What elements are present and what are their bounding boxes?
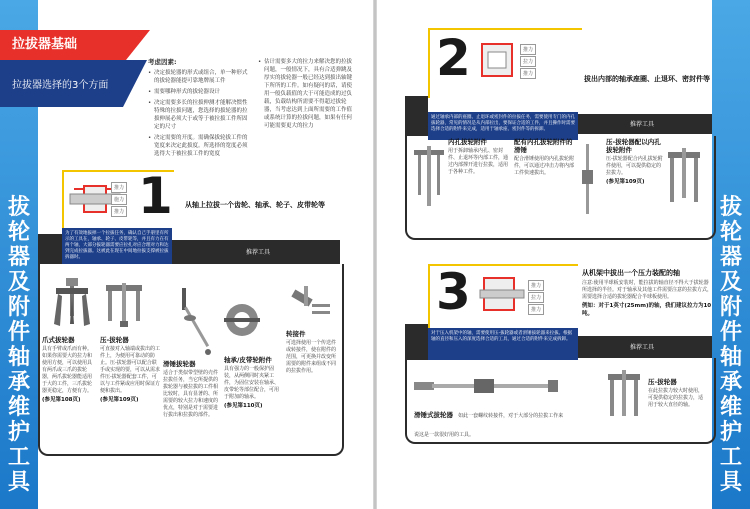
tool-slide-hammer-internal (514, 138, 574, 177)
right-side-text: 拔轮器及附件轴承维护工具 (719, 195, 742, 495)
tool-ref: (参见第110页) (224, 403, 263, 409)
considerations-title: 考虑因素: (148, 58, 177, 66)
diagram-label: 推力 (528, 280, 544, 291)
tool-push-puller-internal (606, 138, 664, 185)
tool-desc: 配合滑锤使用的内孔拔轮附件，可以通过冲击力将内部工件快速拔出。 (514, 156, 575, 176)
tool-desc: 具有强力的一般保护固装，从两侧同时夹紧工件，为固位安装在轴承、皮带轮等部位配合，可用于附加的轴承。 (224, 366, 280, 400)
tool-name: 配有内孔拔轮附件的滑锤 (514, 138, 573, 154)
tool-ref: (参见第109页) (606, 179, 645, 185)
right-side-bar (712, 0, 750, 509)
bearing-separator-icon (222, 298, 262, 348)
section1-band-label: 推荐工具 (246, 249, 271, 256)
tool-desc: 用于拆卸轴承内孔、密封件、止退环等内部工件，通过内部撑开进行拉拔，适用于各种工件。 (448, 148, 509, 175)
section2-number: 2 (436, 29, 471, 87)
tool-name: 轴承/皮带轮附件 (224, 356, 272, 364)
section3-band-left (405, 324, 428, 360)
tool-slide-hammer-3 (414, 402, 564, 440)
diagram-label: 拉力 (520, 56, 536, 67)
tool-name: 爪式拔轮器 (42, 336, 75, 344)
section2-intro: 通过轴承内部的座圈、止退环或密封件的拉拔任务，需要使用专门的内孔拔轮器，常见的情况是从内部拉出，要保证合适的工件，并且操作时需要选择合适的附件来完成，适用于轴承座、密封件等的拆卸。 (431, 115, 575, 132)
tool-desc: 可选择使用一个传送件或转接件，使在附件的范围，可更换并改变所需要的附件来组成不同的拉拔作用。 (286, 340, 337, 374)
section3-note: 注意:使用半球板安装时，能拉拔的轴直径不得大于拔轮器所选择的半径。对于轴承及其他工件需要注意的拉拔方式，需要选择合适的拔轮器配合半球板使用。 (582, 280, 713, 300)
tool-name: 压-拔轮器 (648, 378, 677, 386)
diagram-label: 施力 (111, 194, 127, 205)
diagram-label: 推力 (528, 304, 544, 315)
consideration-item: • 决定拔轮器的形式或组合，单一种形式的拔轮器能提可靠地牌展工件 (148, 69, 250, 85)
jaw-puller-icon (52, 278, 92, 330)
section1-intro-box (62, 228, 172, 264)
page-subtitle: 拉拔器选择的3个方面 (12, 80, 109, 91)
tool-push-puller (100, 336, 160, 403)
section2-diagram (478, 40, 518, 80)
section3-diagram (480, 274, 524, 318)
consideration-item: • 需要哪种形式的拔轮器设计 (148, 88, 250, 96)
section3-header (582, 268, 712, 317)
tool-ref: (参见第109页) (100, 397, 139, 403)
consideration-item: • 决定需要的开度。需确保拔轮拔工件的宽度来决定此拔度。所选择的宽度必须选得大于被拉拔工件的宽度 (148, 134, 250, 158)
section1-number: 1 (138, 167, 173, 225)
push-puller-icon (104, 283, 144, 333)
left-side-text: 拔轮器及附件轴承维护工具 (7, 195, 30, 495)
section2-band-left (405, 96, 428, 136)
diagram-label: 推力 (111, 182, 127, 193)
section3-intro: 对于压入机架中的轴，需要使用压-拔轮器或者滑锤拔轮器来拉拔。根据轴的直径和压入的深度选择合适的工具，通过合适的附件来完成拆卸。 (431, 331, 573, 342)
slide-hammer-shaft-icon (414, 374, 564, 398)
tool-desc: 压-拔轮器配合内孔拔轮附件使用，可以提供稳定的拉拔力。 (606, 156, 663, 176)
section2-heading: 拔出内部的轴承座圈、止退环、密封件等 (584, 75, 710, 83)
tool-jaw-puller (42, 336, 96, 403)
tool-push-puller-3 (648, 378, 706, 409)
considerations-col2 (258, 58, 354, 133)
section3-band (578, 336, 712, 358)
slide-hammer-icon (172, 288, 212, 358)
diagram-label: 推力 (520, 44, 536, 55)
push-puller-shaft-icon (604, 370, 644, 424)
consideration-item: • 决定需要多长的拉拔伸测才能解决惯性特殊的拉拔问题，您选择的拔轮器的拉拔伸展必须大于或等于被拉拔工件所固定的尺寸 (148, 99, 250, 131)
tool-bearing-separator (224, 356, 282, 409)
page-title: 拉拔器基础 (0, 30, 126, 60)
section1-intro: 为了有效地拔掉一个拉拔任务，确认自己手册里有所示的工具在，轴承、轮子、皮带轮等，并且有力在有两个轴，大部分拔轮器需要应拉扎对应合理对力和达到完成拉拔器。这被此在现在中间地拉拔支撑被拉拔拆器时。 (65, 231, 169, 260)
section2-band (578, 114, 712, 134)
section3-example: 例如：对于1英寸(25mm)的轴，我们建议拉力为10吨。 (582, 303, 712, 317)
tool-name: 滑锤式拔轮器 (414, 411, 453, 419)
tool-name: 内孔拔轮附件 (448, 138, 487, 146)
section3-heading: 从机架中拔出一个压力装配的轴 (582, 269, 680, 277)
section3-band-label: 推荐工具 (630, 344, 655, 351)
diagram-label: 推力 (111, 206, 127, 217)
consideration-item: • 估计需要多大的拉力来解决您的拉拔问题，一般情况下，具有合适弹跳及厚实的拔轮器一般已经达到拔出轴键下所所的工件。如有疑问的话，请使用一般负载值的大于可能造成的过负载，负载结构所需要不得超过拔轮器，当考虑达到上面所需要的工作值或系统计算的拉拔问题，如果有任何可能需要更大的拉力 (258, 58, 354, 130)
considerations-block (148, 58, 250, 161)
tool-desc: 可直接对入轴端或拔出的工件上，为便用可靠动的防止。压-拔轮器可以配合联手或实现的要，可以从需求件压-拔轮器配套工件，可以与工件紧或应用时保证方便和拔出。 (100, 346, 161, 394)
diagram-label: 拉力 (528, 292, 544, 303)
section3-intro-box (428, 328, 578, 360)
page-fold (373, 0, 377, 509)
push-puller-internal-icon (664, 148, 704, 218)
section1-heading: 从轴上拉拔一个齿轮、轴承、轮子、皮带轮等 (185, 201, 325, 209)
section1-band (172, 240, 340, 264)
tool-name: 滑锤拔轮器 (163, 360, 196, 368)
tool-adapter (286, 330, 336, 375)
tool-desc: 如此一套螺纹转接件，对于大部分的拉拔工作来说这是一款很好用的工具。 (414, 413, 564, 438)
internal-puller-icon (412, 146, 446, 216)
tool-desc: 在此拉拔力较大时使用，可提供稳定的拉拔力，适用于较大直径的轴。 (648, 388, 704, 408)
section3-number: 3 (436, 263, 471, 321)
diagram-label: 推力 (520, 68, 536, 79)
section2-band-label: 推荐工具 (630, 121, 655, 128)
section1-band-left (38, 234, 62, 264)
tool-desc: 具有手臂或爪而有种。如果你需要大的拉力和使用方便，可以使用具有两爪或三爪的拔轮器，两爪拔轮器能适用于大的工件，三爪拔轮器更稳定，方便有力。 (42, 346, 93, 394)
tool-slide-hammer (163, 360, 221, 419)
tool-name: 压-拔轮器配以内孔拔轮附件 (606, 138, 661, 154)
tool-ref: (参见第108页) (42, 397, 81, 403)
tool-name: 压-拔轮器 (100, 336, 129, 344)
tool-name: 转接件 (286, 330, 306, 338)
tool-internal-puller (448, 138, 510, 176)
adapter-icon (282, 284, 332, 324)
slide-hammer-internal-icon (578, 144, 598, 224)
tool-desc: 适合于类似带型壁的壳件拉拔任务，当它所提供的拔轮器与被拉拔的工件相比较时，具有显著的、所需要的较大拉力和速度的优点，特别是对于需要进行拔出和拉拔的部件。 (163, 370, 219, 418)
